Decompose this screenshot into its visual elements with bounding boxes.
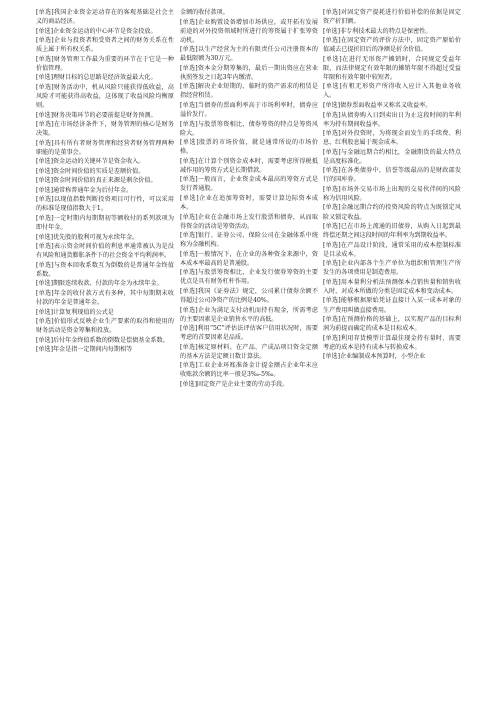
question-item: [单选]我国企业资金运动存在的客观基础是社会主义的商品经济。 bbox=[36, 9, 174, 26]
question-item: [单选]已在市场上流通的旧债券，从购入日起到最终偿还期之间这段时间的年利率为到期收益率。 bbox=[323, 223, 461, 240]
question-item: [单选]一般情况下，在企业的各种资金来源中，资本成本率最高的是普通股。 bbox=[180, 250, 318, 267]
question-item: [单选]计算复利现值的公式是 bbox=[36, 308, 114, 316]
question-item: [单选]与资本回收系数互为倒数的是普通年金终值系数。 bbox=[36, 261, 174, 278]
text-column-1 bbox=[36, 8, 174, 698]
question-item: [单选]非专利技术最大的特点是保密性。 bbox=[323, 27, 432, 35]
question-item: [单选]资金运动的关键环节是资金收入。 bbox=[36, 158, 145, 166]
question-item: [单选]理财目标的总思路是经济效益最大化。 bbox=[36, 74, 157, 82]
question-item: [单选]在产品设计阶段，通常采用的成本控制标准是目录成本。 bbox=[323, 241, 461, 258]
question-item: [单选]优先股的股利可视为永续年金。 bbox=[36, 233, 139, 241]
question-item: [单选]债券票面收益率又称名义收益率。 bbox=[323, 101, 432, 109]
question-item: [单选]企业内部各个生产单位为组织和管理生产所发生的各项费用是制造费用。 bbox=[323, 260, 461, 277]
text-column-3 bbox=[323, 8, 461, 698]
question-item: [单选]有租无形资产所得收入应计入其他业务收入。 bbox=[323, 83, 461, 100]
question-item: [单选]企业为满足支付动机而持有现金，所需考虑的主要因素是企业销售水平的高低。 bbox=[180, 306, 318, 323]
question-item: [单选]财务决策环节的必要前提是财务预测。 bbox=[36, 111, 157, 119]
question-item: [单选]与股票筹资相比，企业发行债券筹资的主要优点是具有财务杠杆作用。 bbox=[180, 269, 318, 286]
question-item: [单选]表示资金时间价值的利息率通常被认为是没有风险和通货膨胀条件下的社会资金平均利润率。 bbox=[36, 243, 174, 260]
question-item: [单选]固定资产是企业主要的劳动手段。 bbox=[180, 380, 289, 388]
question-item: [单选]用本量利分析法预测保本点销售量和销售收入时，对成本所做的分类是固定成本和变动成本。 bbox=[323, 278, 461, 295]
question-item: [单选]我国《证券法》规定，公司累计债券余额不得超过公司净资产的比例是40%。 bbox=[180, 287, 318, 304]
question-item: [单选]财务管理工作最为重要的环节在于它是一种价值管理。 bbox=[36, 55, 174, 72]
question-item: [单选]工业企业环账准备金计提金额占企业年末应收账款余额的比率一般是3‰-5‰。 bbox=[180, 362, 318, 379]
question-item: [单选]在各类债券中，信誉等级最高的是财政部发行的国库券。 bbox=[323, 167, 461, 184]
question-item: 金额的收付款项。 bbox=[180, 9, 229, 16]
question-item: [单选]以现值指数判断投资项目可行性，可以采用的标准是现值指数大于1。 bbox=[36, 196, 174, 213]
question-item: [单选]在进行无形资产摊销时，合同规定受益年限，而法律规定有效年限的摊销年限不得超过受益年限和有效年限中较短者。 bbox=[323, 55, 461, 81]
question-item: [单选]年金是指一定期间内每期相等 bbox=[36, 346, 133, 354]
question-item: [单选]以生产经营为主的有限责任公司注册资本的最低限额为30万元。 bbox=[180, 46, 318, 63]
question-item: [单选]股票的市场价值，就是通常所说的市场价格。 bbox=[180, 139, 318, 156]
text-column-2 bbox=[180, 8, 318, 698]
question-item: [单选]具有所有者财务管理和经营者财务管理两种职能的是董事会。 bbox=[36, 139, 174, 156]
question-item: [单选]与股票筹资相比，债券筹资的特点是筹资风险大。 bbox=[180, 120, 318, 137]
question-item: [单选]在预测价格的基础上，以实现产品的目标利润为前提而确定的成本是目标成本。 bbox=[323, 316, 461, 333]
question-item: [单选]当债券的票面利率高于市场利率时，债券应溢价发行。 bbox=[180, 101, 318, 119]
question-item: [单选]企业与投资者和受资者之间的财务关系在性质上属于所有权关系。 bbox=[36, 37, 174, 54]
question-item: [单选]银行、证券公司、保险公司在金融体系中统称为金融机构。 bbox=[180, 232, 318, 249]
question-item: [单选]资金时间价值的实质是差额价值。 bbox=[36, 167, 145, 175]
question-item: [单选]通常称普通年金为后付年金。 bbox=[36, 186, 133, 194]
question-item: [单选]后付年金终值系数的倒数是偿债基金系数。 bbox=[36, 336, 169, 344]
question-item: [单选]价值形式反映企业生产要素的取得和使用的财务活动是资金筹集和投放。 bbox=[36, 318, 174, 335]
question-item: [单选]利用存货模型计算最佳现金持有量时，需要考虑的成本是持有成本与转换成本。 bbox=[323, 334, 461, 351]
question-item: [单选]在固定资产的评价方法中，固定资产原始价值减去已提折旧后的净额是折余价值。 bbox=[323, 37, 461, 54]
question-item: [单选]与金融远期合约相比，金融期货的最大特点是高度标准化。 bbox=[323, 148, 461, 165]
question-item: [单选]企业资金运动的中心环节是资金投放。 bbox=[36, 27, 157, 35]
question-item: [单选]在市场经济条件下，财务管理的核心是财务决策。 bbox=[36, 121, 174, 138]
question-item: [单选]能够根据原始凭证直接计入某一成本对象的生产费用叫做直接费用。 bbox=[323, 297, 461, 314]
question-item: [单选]企业编制成本预算时，小型企业 bbox=[323, 353, 426, 361]
question-item: [单选]解决企业短期的、临时的资产需求的租赁是指经营租赁。 bbox=[180, 83, 318, 100]
question-item: [单选]一般而言，企业资金成本最高的筹资方式是发行普通股。 bbox=[180, 176, 318, 193]
question-item: [单选]对固定资产提耗进行价值补偿的依据是固定资产折旧额。 bbox=[323, 9, 461, 26]
question-item: [单选]资本金分期筹集的，最后一期出资应在营业执照签发之日起3年内缴清。 bbox=[180, 64, 318, 81]
question-item: [单选]企业购置设备增加市场供应，或开拓有发展前途的对外投资领域时所进行的筹资属于扩张筹资动机。 bbox=[180, 18, 318, 44]
question-item: [单选]市场外交易市场上出现的交易伙伴间的风险称为信用风险。 bbox=[323, 185, 461, 202]
question-item: [单选]资金时间价值的真正来源是剩余价值。 bbox=[36, 177, 157, 185]
question-item: [单选]在计算个别资金成本时，需要考虑所得税抵减作用的筹资方式是长期借款。 bbox=[180, 157, 318, 174]
question-item: [单选]从债券购入日到卖出日为止这段时间的年利率为持有期间收益率。 bbox=[323, 111, 461, 128]
question-item: [单选]期限连续收款、付款的年金为永续年金。 bbox=[36, 280, 163, 288]
question-item: [单选]企业在追加筹资时，需要计算边际资本成本。 bbox=[180, 194, 318, 211]
question-item: [单选]财务活动中，机从风险只能获得低收益，高风险才可能获得高收益，这体现了收益风险均衡原则。 bbox=[36, 83, 174, 109]
question-item: [单选]一定时期内每期期初等额收付的系列款项为即付年金。 bbox=[36, 215, 174, 232]
question-item: [单选]企业在金融市场上发行股票和债券，从而取得资金的活动是筹资活动。 bbox=[180, 213, 318, 230]
question-item: [单选]年金的收付款方式有多种，其中每期期末收付款的年金是普通年金。 bbox=[36, 289, 174, 306]
question-item: [单选]核定原材料、在产品、产成品项目资金定额的基本方法是定额日数计算法。 bbox=[180, 343, 318, 360]
question-item: [单选]对外投资时，为将现金而发生的手续费、利息、红利股息属于现金成本。 bbox=[323, 130, 461, 147]
question-item: [单选]利用“5C”评估法评估客户信用状况时，需要考虑的首要因素是品质。 bbox=[180, 325, 318, 342]
question-item: [单选]金融远期合约的投资风险的特点为既锁定风险又锁定收益。 bbox=[323, 204, 461, 221]
